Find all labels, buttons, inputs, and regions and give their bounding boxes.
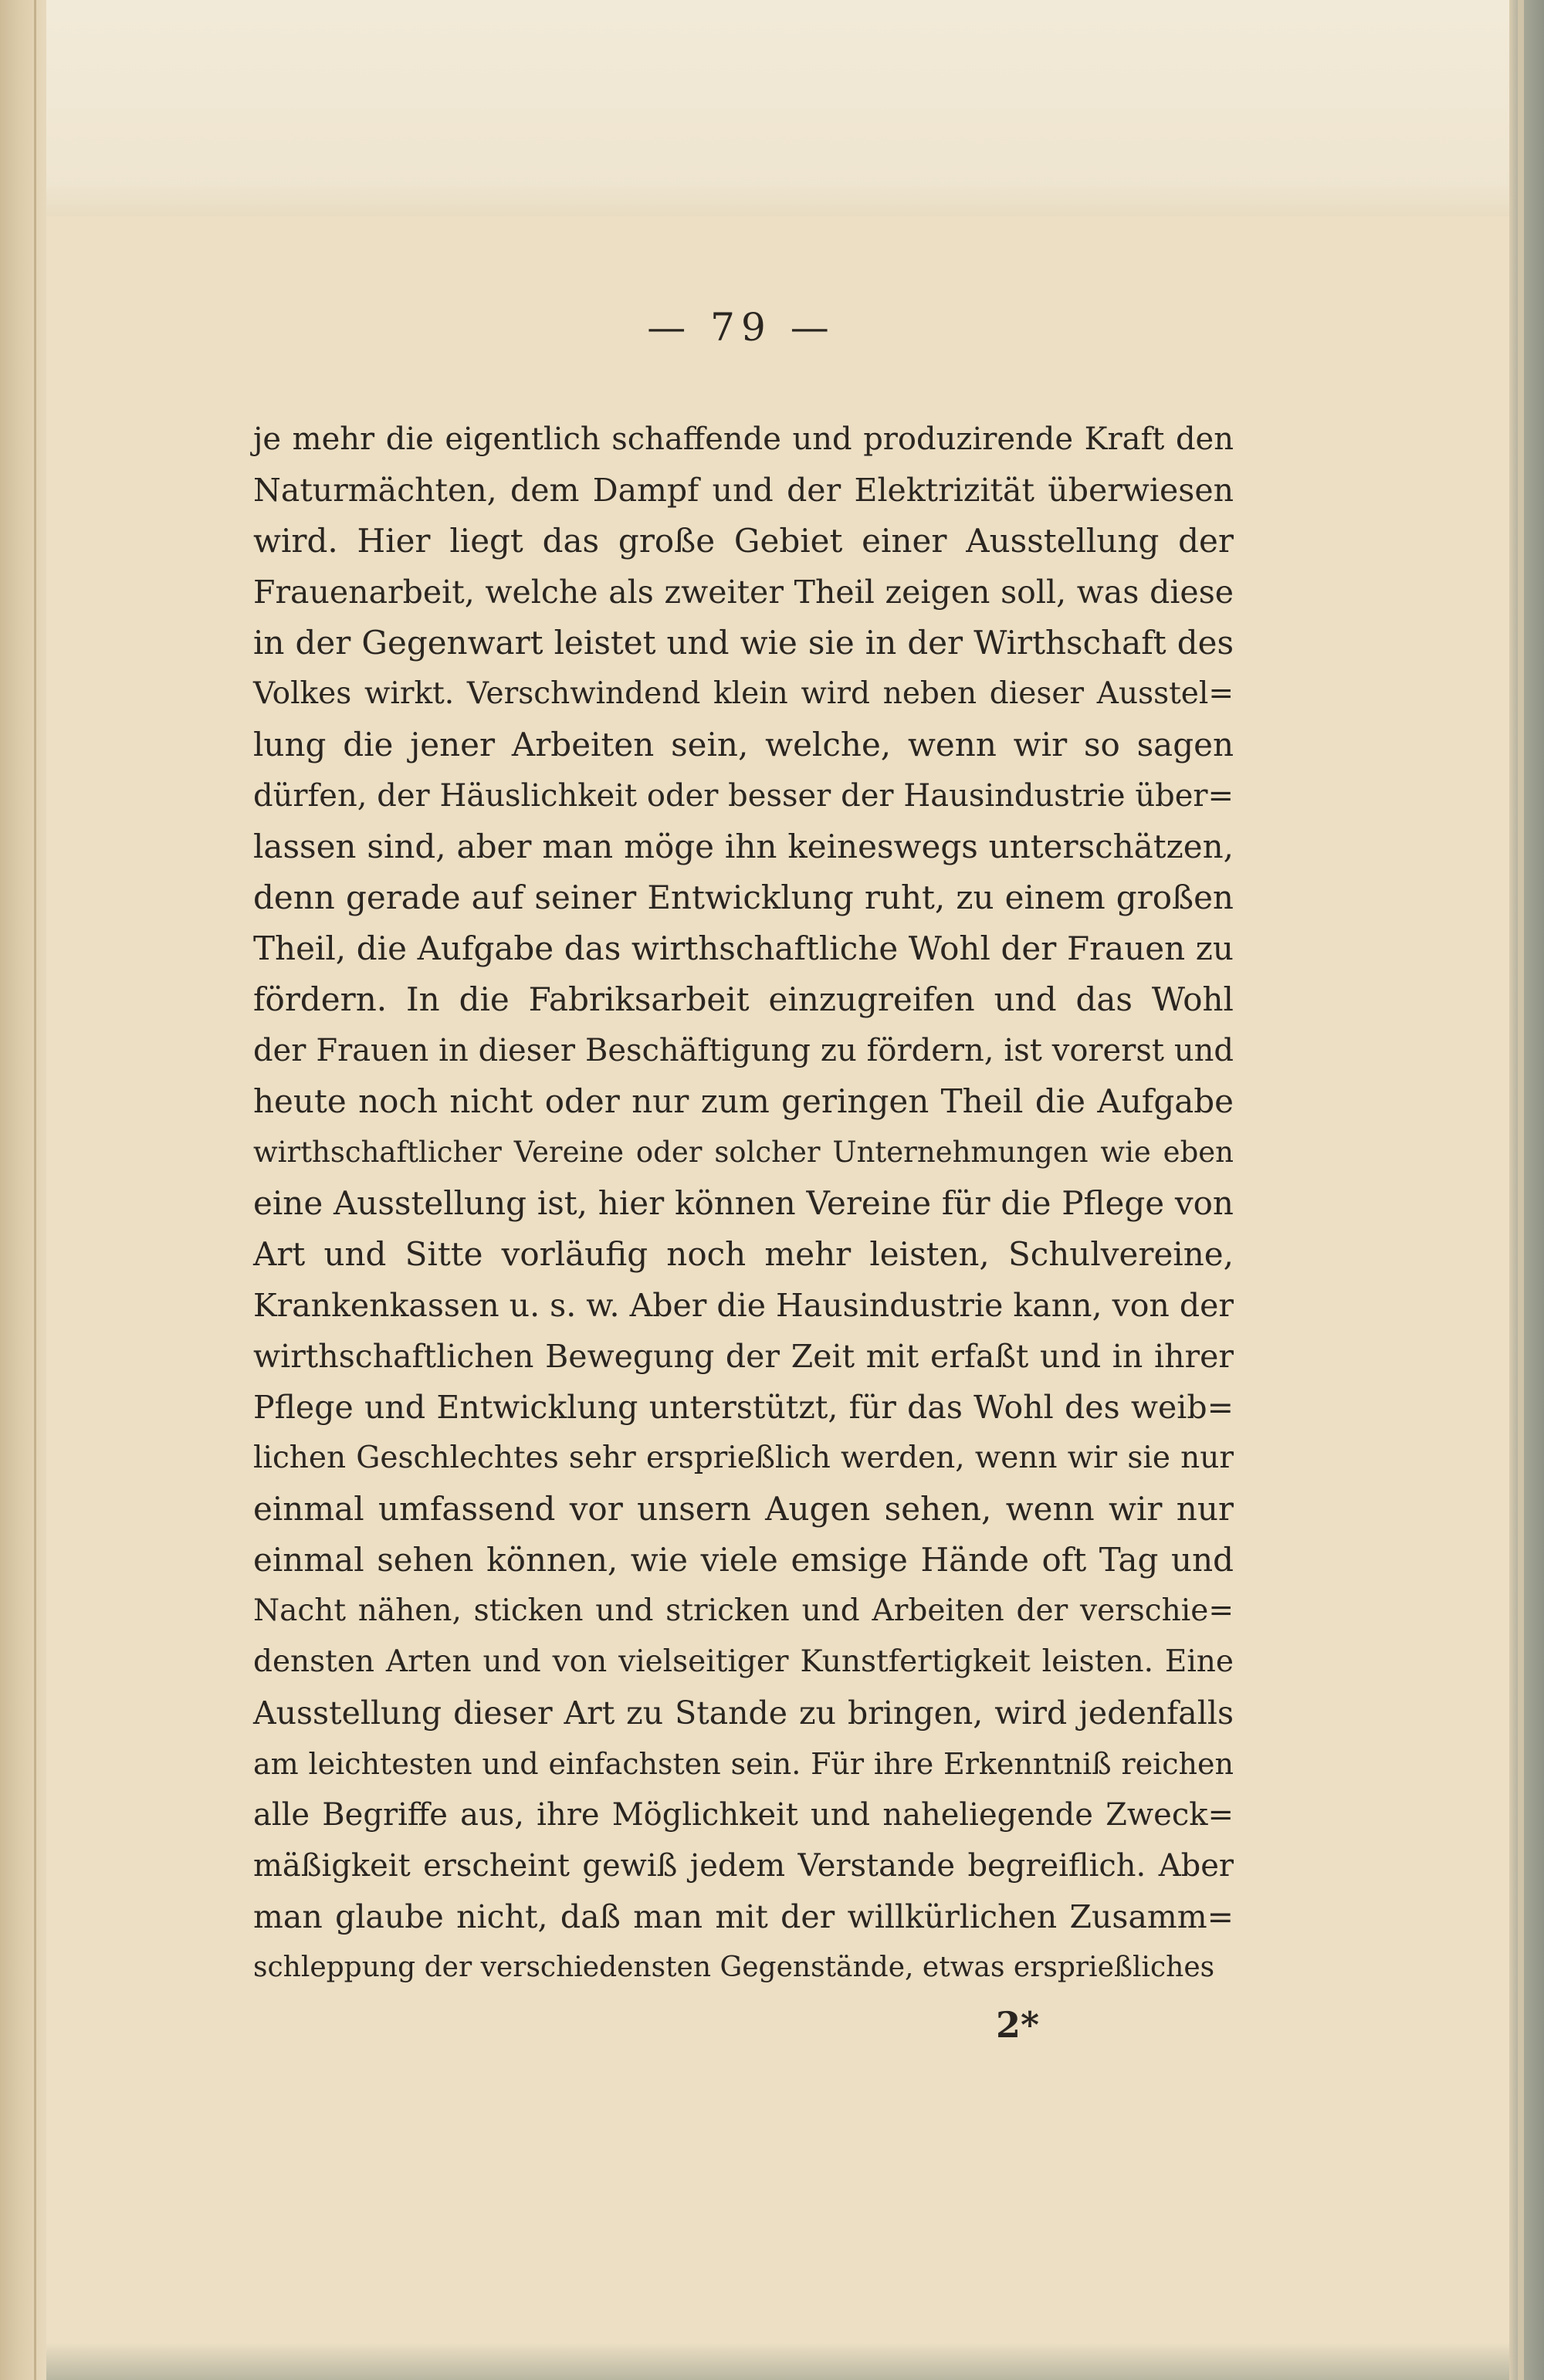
text-line: man glaube nicht, daß man mit der willkürlichen Zusamm= xyxy=(253,1898,1234,1935)
text-line: lassen sind, aber man möge ihn keineswegs unterschätzen, xyxy=(253,828,1234,865)
text-line: wirthschaftlichen Bewegung der Zeit mit erfaßt und in ihrer xyxy=(253,1338,1234,1375)
tape-strip xyxy=(46,0,1529,216)
text-line: eine Ausstellung ist, hier können Vereine für die Pflege von xyxy=(253,1184,1234,1222)
page-gutter xyxy=(0,0,46,2380)
body-text xyxy=(253,414,1234,1993)
text-line: am leichtesten und einfachsten sein. Für ihre Erkenntniß reichen xyxy=(253,1747,1234,1781)
gutter-crease xyxy=(34,0,36,2380)
text-line: einmal sehen können, wie viele emsige Hände oft Tag und xyxy=(253,1541,1234,1579)
text-line: der Frauen in dieser Beschäftigung zu fördern, ist vorerst und xyxy=(253,1033,1234,1068)
text-line: Art und Sitte vorläufig noch mehr leisten, Schulvereine, xyxy=(253,1235,1234,1273)
text-line: in der Gegenwart leistet und wie sie in der Wirthschaft des xyxy=(253,624,1234,662)
text-line: lichen Geschlechtes sehr ersprießlich werden, wenn wir sie nur xyxy=(253,1441,1234,1475)
page-bottom-shadow xyxy=(46,2343,1509,2380)
text-line: mäßigkeit erscheint gewiß jedem Verstande begreiflich. Aber xyxy=(253,1848,1234,1884)
text-line: alle Begriffe aus, ihre Möglichkeit und naheliegende Zweck= xyxy=(253,1797,1234,1833)
text-line: heute noch nicht oder nur zum geringen Theil die Aufgabe xyxy=(253,1082,1234,1120)
text-line: dürfen, der Häuslichkeit oder besser der Hausindustrie über= xyxy=(253,778,1234,814)
page-number: — 79 — xyxy=(647,305,835,350)
text-line: Ausstellung dieser Art zu Stande zu bringen, wird jedenfalls xyxy=(253,1694,1234,1732)
text-line: schleppung der verschiedensten Gegenstände, etwas ersprießliches xyxy=(253,1952,1215,1983)
text-line: Nacht nähen, sticken und stricken und Arbeiten der verschie= xyxy=(253,1593,1234,1628)
text-line: Pflege und Entwicklung unterstützt, für das Wohl des weib= xyxy=(253,1389,1234,1426)
text-line: wirthschaftlicher Vereine oder solcher Unternehmungen wie eben xyxy=(253,1136,1234,1169)
page-edge xyxy=(1518,0,1524,2380)
text-line: einmal umfassend vor unsern Augen sehen, wenn wir nur xyxy=(253,1490,1234,1528)
text-line: fördern. In die Fabriksarbeit einzugreifen und das Wohl xyxy=(253,980,1234,1018)
book-cover-edge xyxy=(1509,0,1544,2380)
text-line: wird. Hier liegt das große Gebiet einer Ausstellung der xyxy=(253,522,1234,560)
signature-mark: 2* xyxy=(996,2004,1040,2046)
text-line: Naturmächten, dem Dampf und der Elektrizität überwiesen xyxy=(253,472,1234,509)
text-line: Frauenarbeit, welche als zweiter Theil zeigen soll, was diese xyxy=(253,574,1234,611)
text-line: lung die jener Arbeiten sein, welche, wenn wir so sagen xyxy=(253,726,1234,763)
text-line: Krankenkassen u. s. w. Aber die Hausindustrie kann, von der xyxy=(253,1287,1234,1324)
text-line: densten Arten und von vielseitiger Kunstfertigkeit leisten. Eine xyxy=(253,1644,1234,1679)
text-line: denn gerade auf seiner Entwicklung ruht, zu einem großen xyxy=(253,879,1234,916)
text-line: Volkes wirkt. Verschwindend klein wird neben dieser Ausstel= xyxy=(253,676,1234,711)
text-line: Theil, die Aufgabe das wirthschaftliche Wohl der Frauen zu xyxy=(253,929,1234,967)
text-line: je mehr die eigentlich schaffende und produzirende Kraft den xyxy=(253,421,1234,457)
